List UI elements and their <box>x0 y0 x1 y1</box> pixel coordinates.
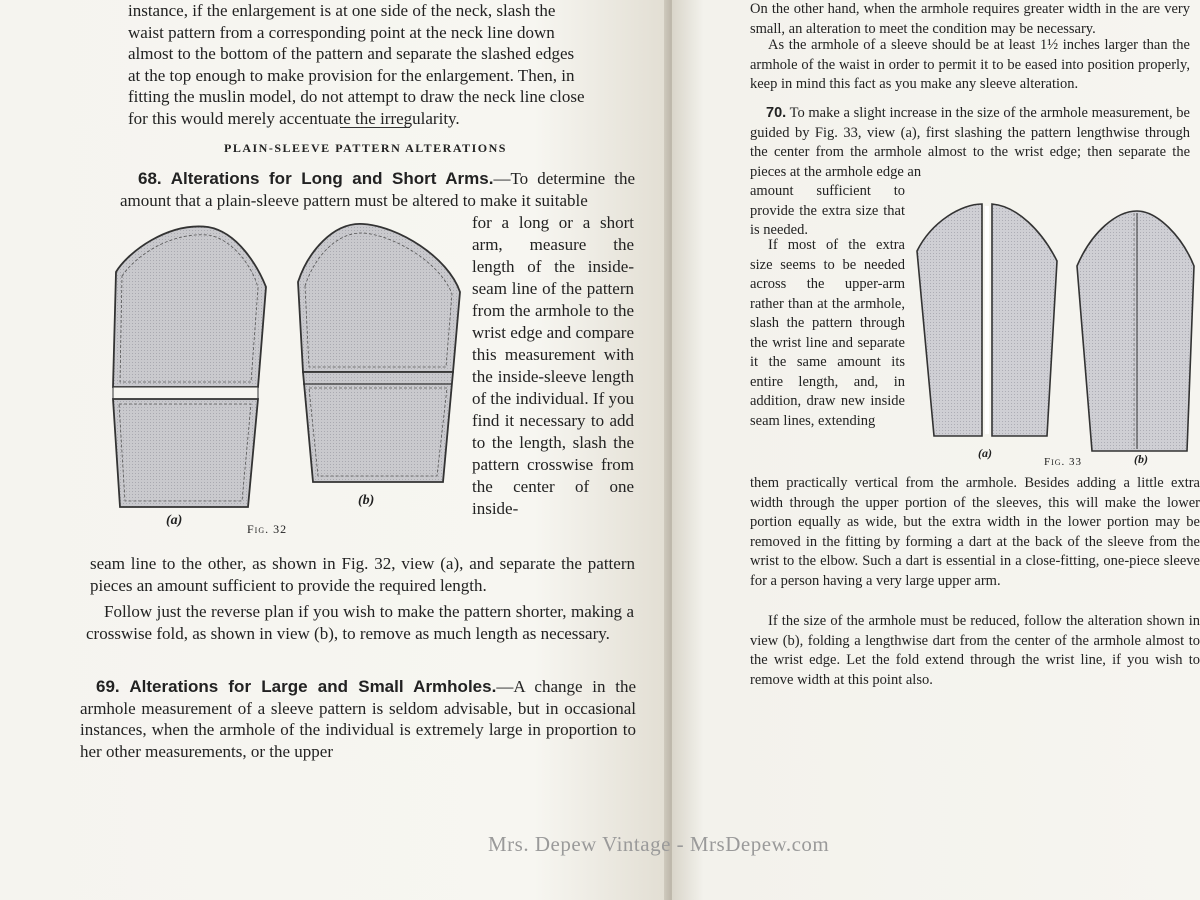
paragraph-68-follow: Follow just the reverse plan if you wish to make the pattern shorter, making a crosswise fold, as shown in view (b), to remove as much length as necessary. <box>86 602 634 643</box>
watermark-text: Mrs. Depew Vintage - MrsDepew.com <box>488 832 830 856</box>
sleeve-a-bottom <box>113 399 258 507</box>
paragraph-title: Alterations for Long and Short Arms. <box>170 169 494 188</box>
left-top-fragment <box>128 0 634 129</box>
paragraph-number: 70. <box>766 105 787 121</box>
paragraph-70-column-2: If most of the extra size seems to be needed across the upper-arm rather than at the armhole, slash the pattern through the wrist line and separate it the same amount its entire length, and, in addition, draw new inside seam lines, extending <box>750 237 905 429</box>
view-33b-label: (b) <box>1134 452 1148 466</box>
text-line: almost to the bottom of the pattern and separate the slashed edges <box>128 44 575 63</box>
sleeve-b <box>298 224 460 482</box>
paragraph-70-column: amount sufficient to provide the extra size that is needed. <box>750 183 905 238</box>
text-line: fitting the muslin model, do not attempt to draw the neck line close <box>128 87 585 106</box>
right-top-fragment: On the other hand, when the armhole requires greater width in the are very small, an alteration to meet the condition may be necessary. <box>750 1 1190 37</box>
text-line: waist pattern from a corresponding point at the neck line down <box>128 22 555 42</box>
paragraph-68-lead <box>120 168 635 211</box>
right-page <box>672 0 1200 900</box>
paragraph-69 <box>80 676 636 762</box>
view-a-label: (a) <box>166 513 183 528</box>
section-rule <box>340 127 410 128</box>
sleeve-33b <box>1077 211 1194 451</box>
view-33a-label: (a) <box>978 446 992 460</box>
paragraph-armhole: As the armhole of a sleeve should be at least 1½ inches larger than the armhole of the waist in order to permit it to be eased into position properly, keep in mind this fact as you make any sleeve alteration. <box>750 37 1190 92</box>
text-line: instance, if the enlargement is at one side of the neck, slash the <box>128 1 556 20</box>
paragraph-reduce: If the size of the armhole must be reduced, follow the alteration shown in view (b), folding a lengthwise dart from the center of the armhole almost to the wrist edge. Let the fold extend through the wrist line, if you wish to remove width at this point also. <box>750 613 1200 688</box>
section-heading: PLAIN-SLEEVE PATTERN ALTERATIONS <box>224 141 507 155</box>
sleeve-a-top <box>113 226 266 387</box>
figure-33 <box>912 196 1200 466</box>
figure-32 <box>108 212 468 542</box>
text-line: at the top enough to make provision for the enlargement. Then, in <box>128 65 575 85</box>
slash-gap-a <box>113 387 258 399</box>
paragraph-70-lead <box>750 104 1190 182</box>
paragraph-68-column: for a long or a short arm, measure the length of the inside-seam line of the pattern from the armhole to the wrist edge and compare this measurement with the inside-sleeve length of the individual. If you find it necessary to add to the length, slash the pattern crosswise from the center of one inside- <box>472 213 634 518</box>
sleeve-33a <box>917 204 1057 436</box>
paragraph-text: To make a slight increase in the size of the armhole measurement, be guided by Fig. 33, view (a), first slashing the pattern lengthwise through the center from the armhole almost to the wrist edge; then separate the pieces at the armhole edge an <box>750 105 1190 180</box>
paragraph-number: 68. <box>138 169 162 188</box>
paragraph-68-tail: seam line to the other, as shown in Fig. 32, view (a), and separate the pattern pieces an amount sufficient to provide the required length. <box>90 554 635 595</box>
figure-33-caption: Fig. 33 <box>1044 456 1083 468</box>
paragraph-number: 69. <box>96 677 120 696</box>
paragraph-70-tail: them practically vertical from the armhole. Besides adding a little extra width through the upper portion of the sleeves, this will make the lower portion equally as wide, but the extra width in the lower portion may be removed in the fitting by forming a dart at the back of the sleeve from the wrist to the elbow. Such a dart is essential in a close-fitting, one-piece sleeve for a person having a very large upper arm. <box>750 475 1200 589</box>
figure-32-caption: Fig. 32 <box>247 522 288 536</box>
text-line: for this would merely accentuate the irregularity. <box>128 108 460 128</box>
paragraph-title: Alterations for Large and Small Armholes. <box>129 677 497 696</box>
paragraph-text: —A change in the armhole measurement of a sleeve pattern is seldom advisable, but in occasional instances, when the armhole of the individual is extremely large in proportion to her other measurements, or the upper <box>80 677 637 761</box>
paragraph-text: —To determine the amount that a plain-sleeve pattern must be altered to make it suitable <box>120 169 635 210</box>
view-b-label: (b) <box>358 493 375 508</box>
